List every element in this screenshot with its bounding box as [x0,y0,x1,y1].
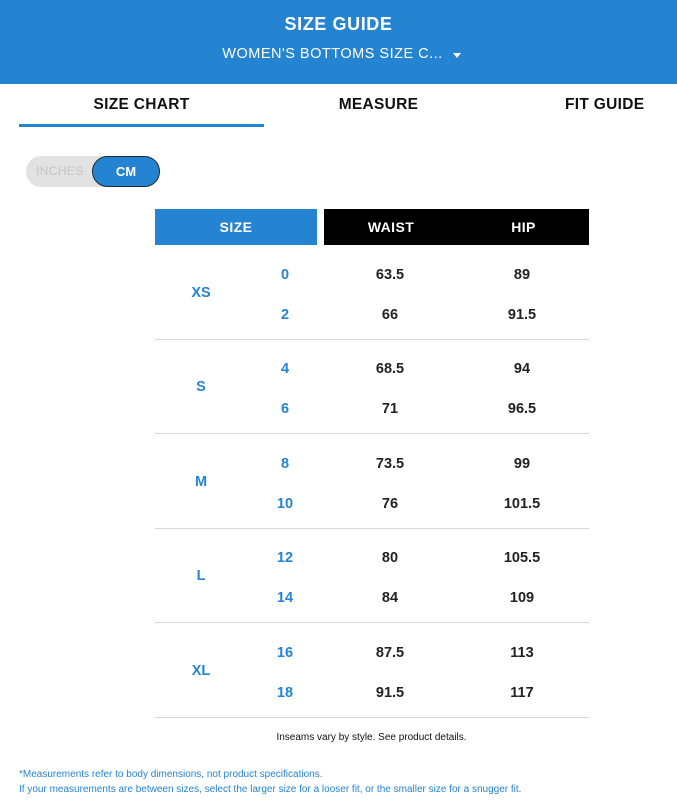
waist-value: 76 [381,496,399,512]
tab-size-chart[interactable]: SIZE CHART [93,96,190,113]
caret-down-icon [453,53,461,58]
waist-value: 87.5 [375,645,405,661]
size-group-xl [155,623,589,718]
size-group-l [155,528,589,623]
size-number: 2 [280,307,290,323]
waist-value: 73.5 [375,456,405,472]
hip-value: 91.5 [507,307,537,323]
size-number: 10 [276,496,294,512]
size-number: 4 [280,361,290,377]
waist-value: 66 [381,307,399,323]
size-number: 18 [276,685,294,701]
waist-value: 80 [381,550,399,566]
inseam-note: Inseams vary by style. See product details. [276,732,467,743]
tab-measure[interactable]: MEASURE [338,96,419,113]
waist-value: 91.5 [375,685,405,701]
hip-value: 94 [513,361,531,377]
size-letter: XS [191,285,211,301]
category-dropdown-label: WOMEN'S BOTTOMS SIZE C... [222,46,443,62]
header-size: SIZE [155,209,317,245]
tab-fit-guide[interactable]: FIT GUIDE [565,96,645,113]
header-waist: WAIST [324,209,458,245]
fit-footnote: If your measurements are between sizes, select the larger size for a looser fit, or the smaller size for a snugger fit. [19,784,522,795]
page-title: SIZE GUIDE [284,14,393,34]
size-letter: M [194,474,208,490]
size-letter: XL [191,663,211,679]
header-hip: HIP [458,209,589,245]
unit-inches-option[interactable]: INCHES [36,164,84,178]
waist-value: 63.5 [375,267,405,283]
hip-value: 117 [510,685,534,701]
size-group-xs [155,245,589,340]
hip-value: 99 [513,456,531,472]
unit-cm-option[interactable]: CM [92,156,160,187]
size-number: 8 [280,456,290,472]
hip-value: 96.5 [507,401,537,417]
waist-value: 71 [381,401,399,417]
hip-value: 113 [510,645,534,661]
size-letter: S [196,379,206,395]
category-dropdown[interactable] [0,46,677,62]
size-number: 6 [280,401,290,417]
active-tab-indicator [19,124,264,127]
hip-value: 101.5 [503,496,541,512]
tab-bar [0,84,677,128]
size-letter: L [196,568,206,584]
measurement-footnote: *Measurements refer to body dimensions, not product specifications. [19,769,323,780]
hip-value: 109 [509,590,535,606]
size-number: 14 [276,590,294,606]
size-number: 0 [280,267,290,283]
unit-toggle[interactable] [26,156,160,187]
size-group-m [155,434,589,529]
size-group-s [155,339,589,434]
size-number: 16 [276,645,294,661]
size-number: 12 [276,550,294,566]
waist-value: 68.5 [375,361,405,377]
size-guide-header [0,0,677,84]
hip-value: 105.5 [503,550,541,566]
waist-value: 84 [381,590,399,606]
hip-value: 89 [513,267,531,283]
